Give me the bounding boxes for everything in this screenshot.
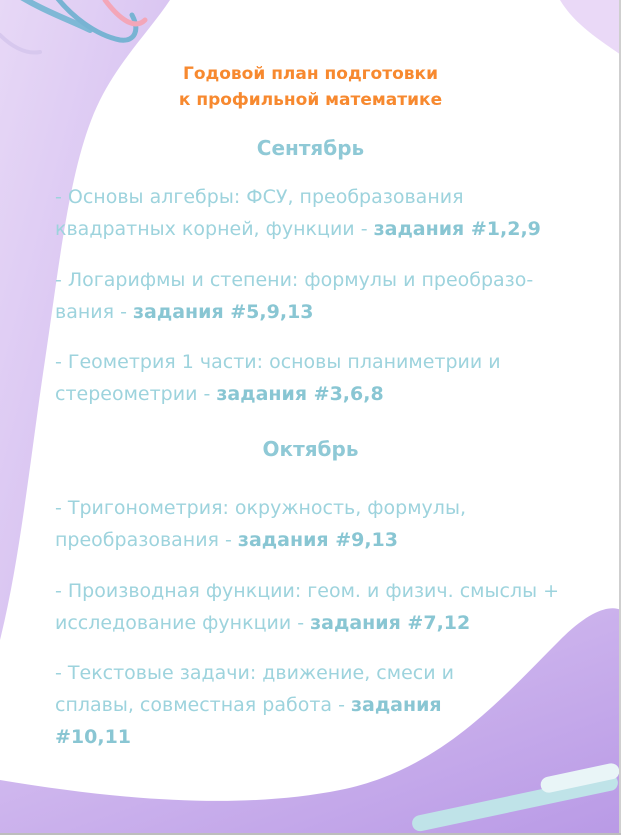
plan-item: - Текстовые задачи: движение, смеси и сплавы, совместная работа - задания #10,11: [55, 662, 454, 748]
plan-item: - Геометрия 1 части: основы планиметрии и стереометрии - задания #3,6,8: [55, 351, 501, 405]
month-heading-october: Октябрь: [262, 437, 359, 461]
plan-item: - Производная функции: геом. и физич. смыслы + исследование функции - задания #7,12: [55, 580, 560, 634]
plan-item: - Логарифмы и степени: формулы и преобразо- вания - задания #5,9,13: [55, 269, 534, 323]
plan-item: - Основы алгебры: ФСУ, преобразования квадратных корней, функции - задания #1,2,9: [55, 186, 541, 240]
page-title: Годовой план подготовки: [183, 64, 438, 84]
page-subtitle: к профильной математике: [178, 90, 443, 110]
plan-item: - Тригонометрия: окружность, формулы, преобразования - задания #9,13: [55, 497, 466, 551]
month-heading-september: Сентябрь: [256, 136, 365, 160]
